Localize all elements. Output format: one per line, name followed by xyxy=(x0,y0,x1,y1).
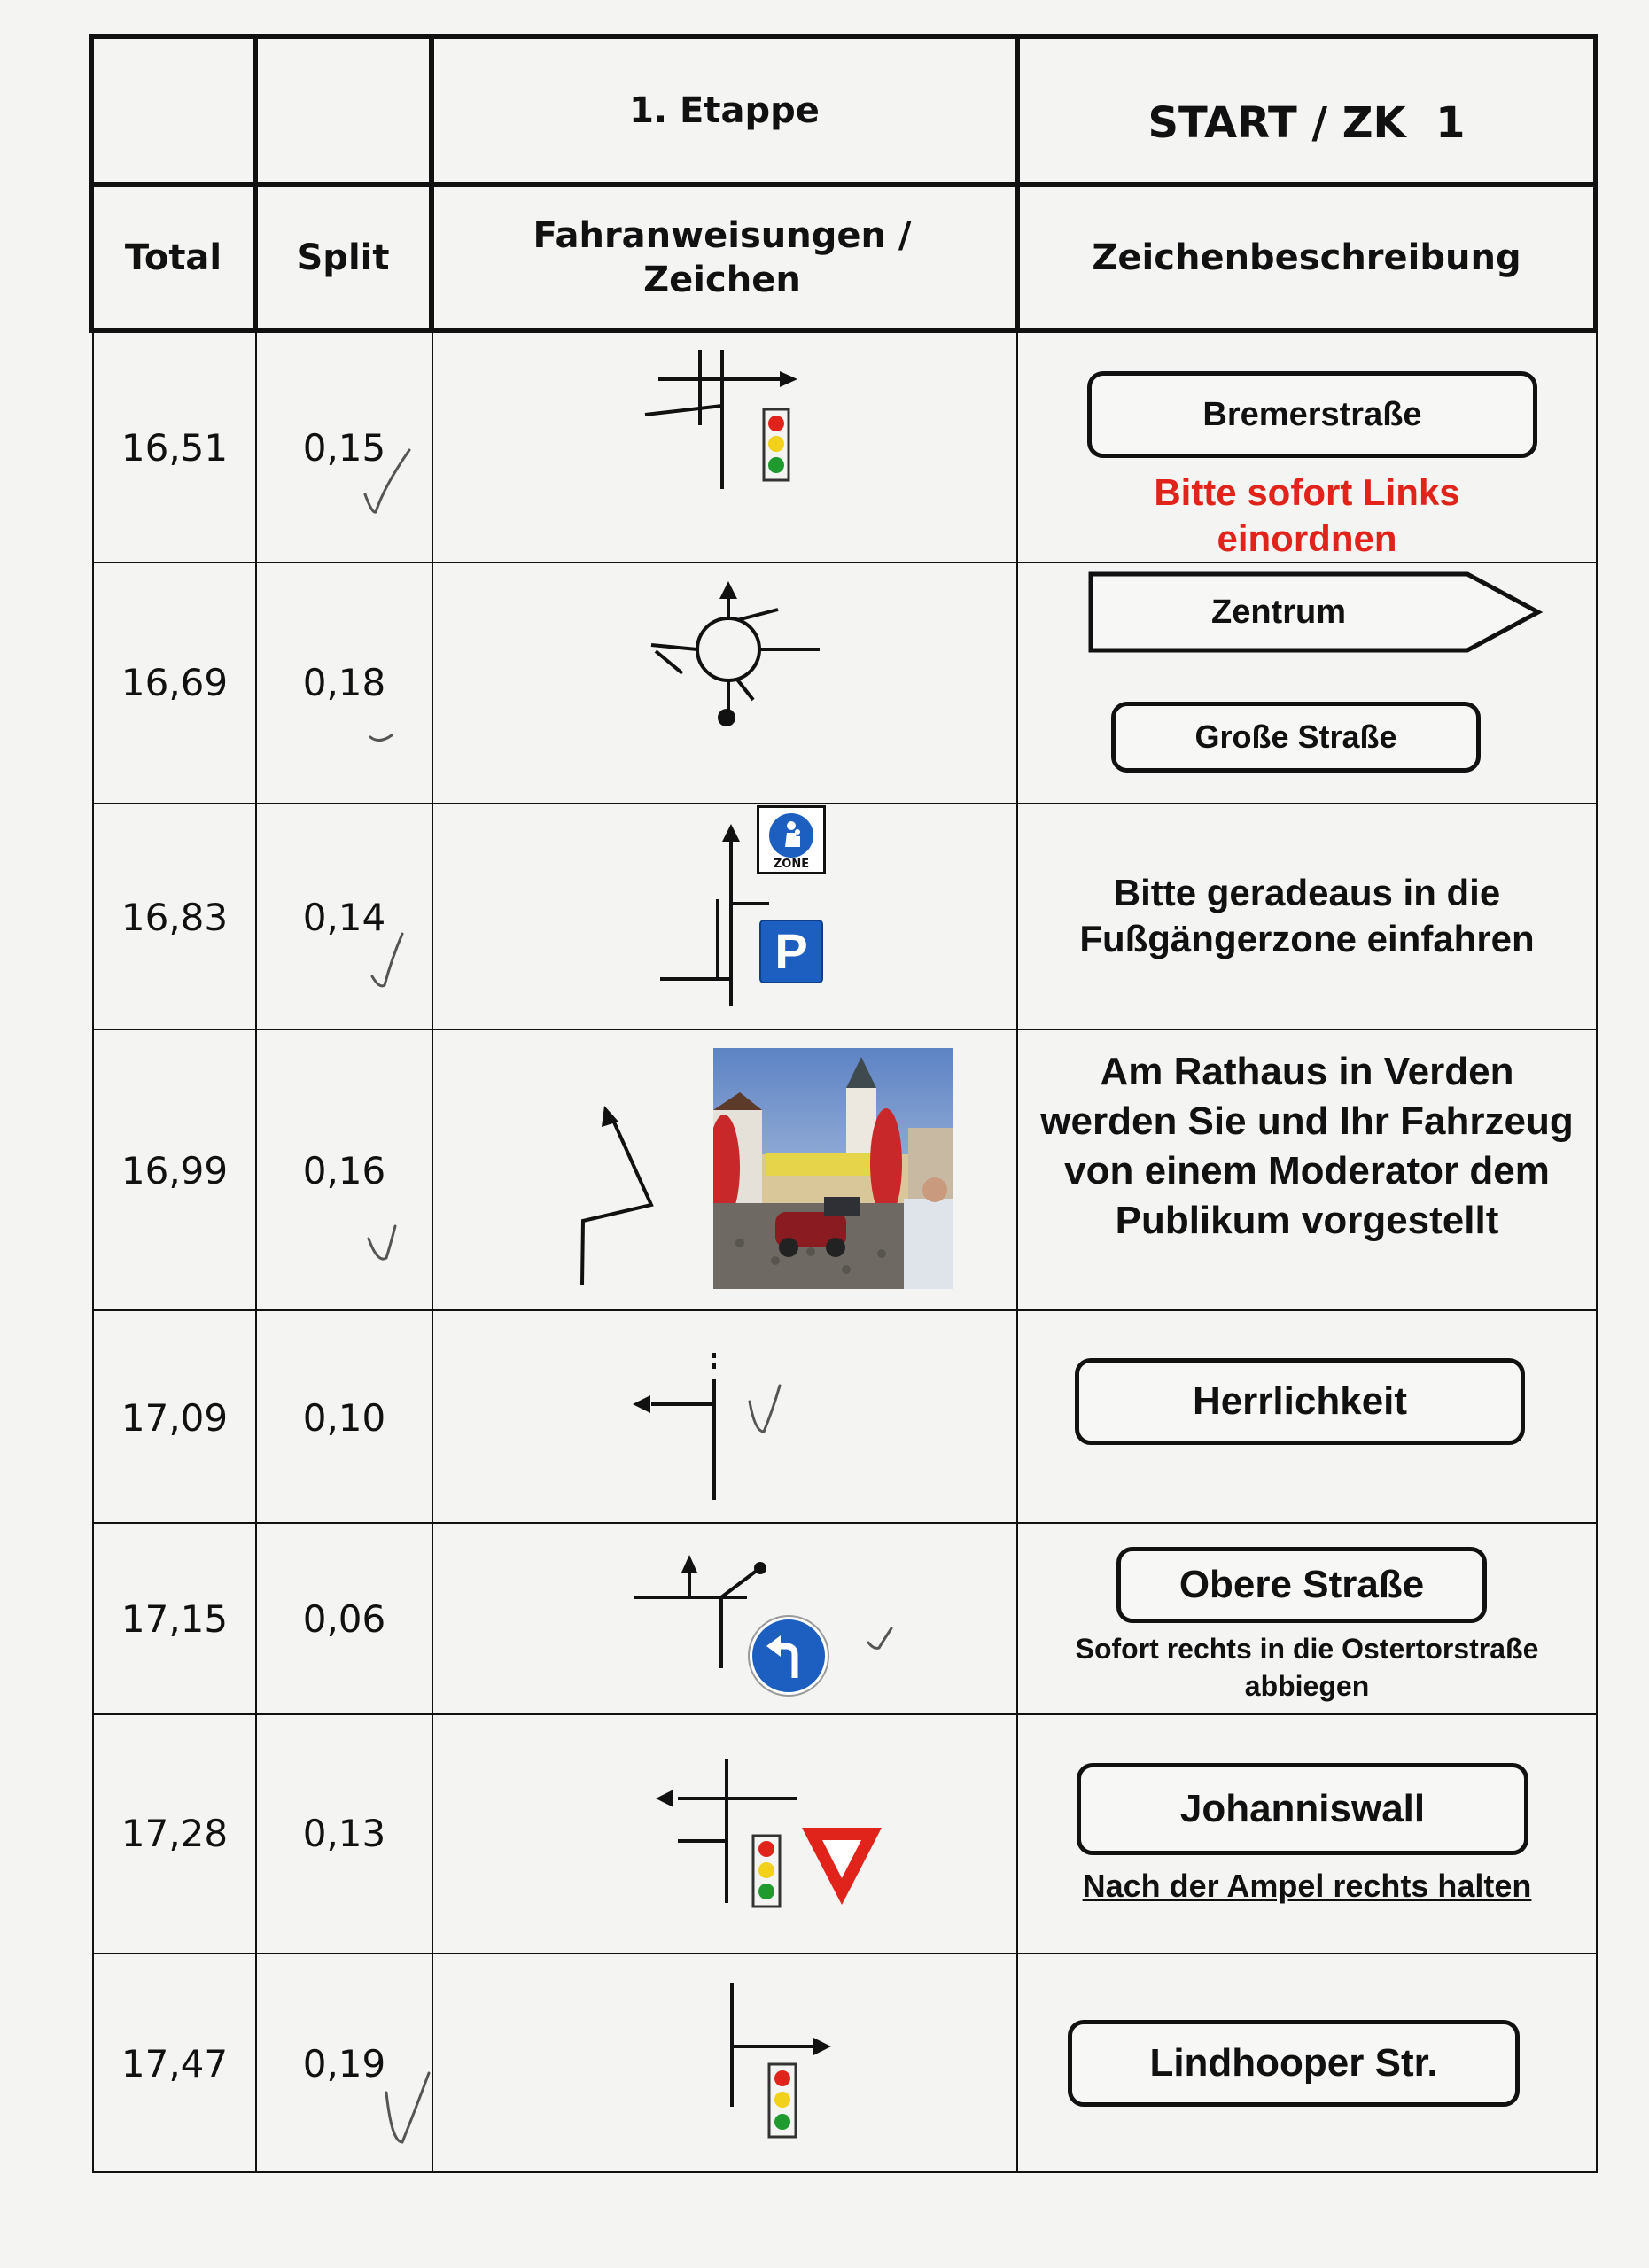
total-value: 17,15 xyxy=(121,1596,229,1641)
split-value: 0,16 xyxy=(302,1148,386,1192)
direction-sign-arrow xyxy=(1088,571,1542,653)
total-value: 17,09 xyxy=(121,1395,229,1440)
street-sign: Johanniswall xyxy=(1077,1763,1528,1855)
header-split: Split xyxy=(297,237,390,278)
header-total: Total xyxy=(124,237,222,278)
split-value: 0,10 xyxy=(302,1395,386,1440)
split-value: 0,15 xyxy=(302,425,386,470)
split-value: 0,14 xyxy=(302,895,386,939)
street-sign: Große Straße xyxy=(1111,702,1481,773)
stage-title: 1. Etappe xyxy=(629,89,820,131)
instruction-note: Sofort rechts in die Ostertorstraße abbiegen xyxy=(1075,1633,1539,1702)
total-value: 17,47 xyxy=(121,2041,229,2085)
total-value: 17,28 xyxy=(121,1811,229,1855)
town-hall-photo xyxy=(713,1048,953,1289)
header-description: Zeichenbeschreibung xyxy=(1092,237,1521,278)
split-value: 0,06 xyxy=(302,1596,386,1641)
instruction-note: Am Rathaus in Verden werden Sie und Ihr Fahrzeug von einem Moderator dem Publikum vorgestellt xyxy=(1040,1050,1574,1242)
total-value: 16,69 xyxy=(121,660,229,704)
street-sign: Bremerstraße xyxy=(1087,371,1537,458)
instruction-note: Nach der Ampel rechts halten xyxy=(1082,1868,1532,1904)
pedestrian-zone-sign-icon xyxy=(757,805,826,874)
total-value: 16,83 xyxy=(121,895,229,939)
street-sign: Obere Straße xyxy=(1116,1547,1487,1623)
arrow-sign-label: Zentrum xyxy=(1211,593,1346,631)
street-sign: Herrlichkeit xyxy=(1075,1358,1525,1445)
parking-sign-icon xyxy=(759,920,823,983)
split-value: 0,18 xyxy=(302,660,386,704)
split-value: 0,13 xyxy=(302,1811,386,1855)
start-title: START / ZK 1 xyxy=(1147,97,1466,148)
traffic-light-icon xyxy=(0,0,1,1)
turn-left-sign-icon xyxy=(750,1617,828,1695)
street-sign: Lindhooper Str. xyxy=(1068,2020,1520,2107)
total-value: 16,51 xyxy=(121,425,229,470)
instruction-note: Bitte geradeaus in die Fußgängerzone einfahren xyxy=(1079,872,1535,959)
split-value: 0,19 xyxy=(302,2041,386,2085)
parking-label: P xyxy=(774,923,808,979)
total-value: 16,99 xyxy=(121,1148,229,1192)
header-directions: Fahranweisungen / Zeichen xyxy=(533,214,912,300)
zone-label: ZONE xyxy=(773,858,810,871)
instruction-note: Bitte sofort Links einordnen xyxy=(1154,471,1460,559)
